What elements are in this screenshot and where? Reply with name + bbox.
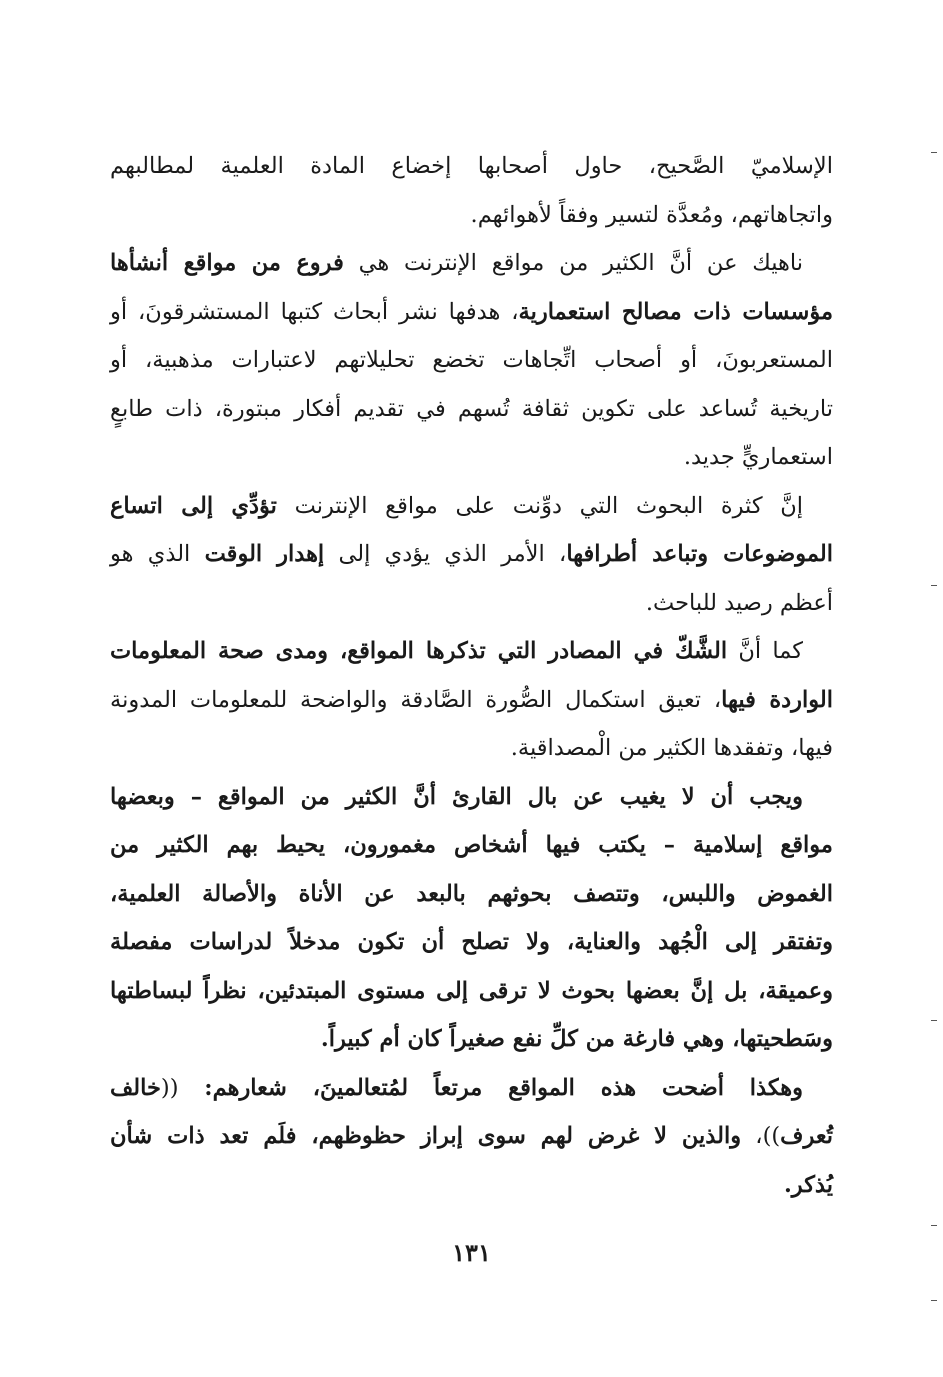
bold-segment: مؤسسات ذات مصالح استعمارية xyxy=(518,298,833,325)
bold-segment: إهدار الوقت xyxy=(204,541,325,567)
bold-segment: الموضوعات وتباعد أطرافها xyxy=(566,541,833,567)
bold-segment: الشَّكّ في المصادر التي تذكرها المواقع، ومدى صحة المعلومات xyxy=(110,638,728,664)
text-line: يُذكر. xyxy=(783,1171,833,1198)
scan-edge-mark xyxy=(931,152,937,153)
bold-segment: خالف xyxy=(110,1074,161,1101)
text-line: واتجاهاتهم، ومُعدَّة لتسير وفقاً لأهوائهم. xyxy=(470,201,833,228)
bold-segment: تؤدِّي إلى اتساع xyxy=(110,492,277,519)
bold-segment: الواردة فيها xyxy=(721,686,833,713)
text-line xyxy=(110,1112,833,1161)
text-line xyxy=(110,1064,833,1113)
text-line: الغموض واللبس، وتتصف بحوثهم بالبعد عن الأناة والأصالة العلمية، xyxy=(110,880,833,907)
text-segment: ))، xyxy=(741,1123,781,1149)
scan-edge-mark xyxy=(931,1300,937,1301)
text-line xyxy=(110,530,833,579)
text-line xyxy=(110,627,833,676)
text-segment: إنَّ كثرة البحوث التي دوِّنت على مواقع الإنترنت xyxy=(276,492,803,519)
bold-segment: والذين لا غرض لهم سوى إبراز حظوظهم، فلَم تعد ذات شأن xyxy=(110,1123,742,1149)
text-segment: الذي هو xyxy=(110,541,205,567)
text-segment: كما أنَّ xyxy=(727,638,803,664)
text-line xyxy=(110,676,833,725)
scan-edge-mark xyxy=(931,585,937,586)
paragraph xyxy=(110,142,833,239)
text-line: الإسلاميّ الصَّحيح، حاول أصحابها إخضاع المادة العلمية لمطالبهم xyxy=(110,153,833,179)
text-line: مواقع إسلامية – يكتب فيها أشخاص مغمورون، يحيط بهم الكثير من xyxy=(110,832,833,858)
scan-edge-mark xyxy=(931,1225,937,1226)
bold-segment: تُعرف xyxy=(780,1123,833,1149)
scan-edge-mark xyxy=(931,1020,937,1021)
text-line xyxy=(110,288,833,337)
paragraph xyxy=(110,773,833,1064)
text-line xyxy=(110,482,833,531)
paragraph xyxy=(110,239,833,482)
text-line: المستعربونَ، أو أصحاب اتِّجاهات تخضع تحليلاتهم لاعتبارات مذهبية، أو xyxy=(110,347,833,373)
body-text xyxy=(110,142,833,1209)
text-line: وعميقة، بل إنَّ بعضها بحوث لا ترقى إلى مستوى المبتدئين، نظراً لبساطتها xyxy=(110,977,833,1004)
text-segment: ، الأمر الذي يؤدي إلى xyxy=(324,541,567,567)
paragraph xyxy=(110,627,833,773)
paragraph xyxy=(110,1064,833,1210)
text-segment: ، هدفها نشر أبحاث كتبها المستشرقونَ، أو xyxy=(110,298,519,325)
paragraph xyxy=(110,482,833,628)
text-line: تاريخية تُساعد على تكوين ثقافة تُسهم في تقديم أفكار مبتورة، ذات طابعٍ xyxy=(110,395,833,422)
text-segment: (( xyxy=(160,1074,179,1101)
text-segment: ناهيك عن أنَّ الكثير من مواقع الإنترنت هي xyxy=(343,250,803,276)
text-segment: ، تعيق استكمال الصُّورة الصَّادقة والواضحة للمعلومات المدونة xyxy=(110,686,722,713)
text-line: ويجب أن لا يغيب عن بال القارئ أنَّ الكثير من المواقع – وبعضها xyxy=(110,783,803,810)
text-line: استعماريٍّ جديد. xyxy=(683,444,833,470)
page-number: ١٣١ xyxy=(452,1238,491,1267)
bold-segment: وهكذا أضحت هذه المواقع مرتعاً لمُتعالمينَ، شعارهم: xyxy=(178,1074,803,1101)
text-line: أعظم رصيد للباحث. xyxy=(645,589,833,616)
text-line: وتفتقر إلى الْجُهد والعناية، ولا تصلح أن تكون مدخلاً لدراسات مفصلة xyxy=(110,929,833,955)
text-line: فيها، وتفقدها الكثير من الْمصداقية. xyxy=(510,735,833,761)
text-line xyxy=(110,239,833,288)
bold-segment: فروع من مواقع أنشأها xyxy=(110,250,344,276)
text-line: وسَطحيتها، وهي فارغة من كلِّ نفع صغيراً كان أم كبيراً. xyxy=(320,1026,833,1052)
